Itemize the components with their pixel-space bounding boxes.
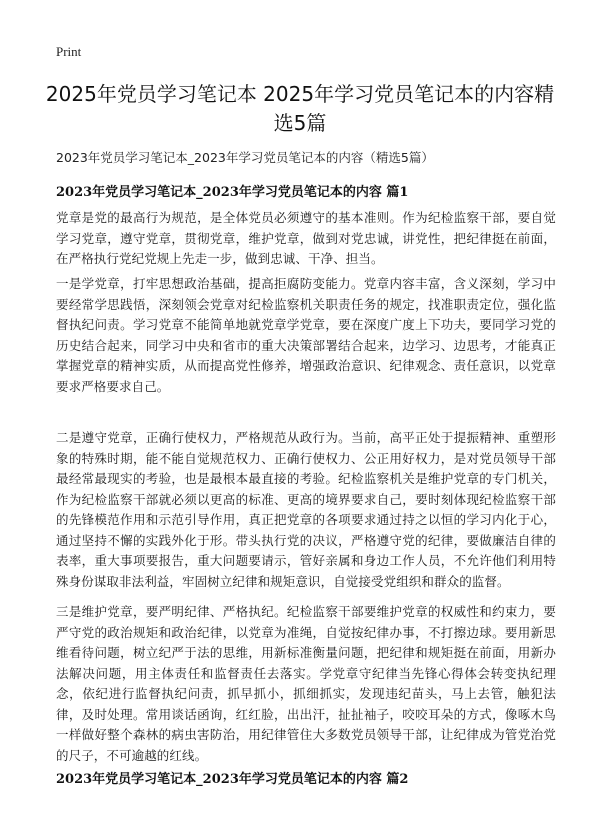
print-link[interactable]: Print bbox=[56, 44, 82, 59]
section-heading-2: 2023年党员学习笔记本_2023年学习党员笔记本的内容 篇2 bbox=[56, 772, 409, 787]
paragraph-4: 三是维护党章，要严明纪律、严格执纪。纪检监察干部要维护党章的权威性和约束力，要严守党的政治规矩和政治纪律，以党章为准绳，自觉按纪律办事，不打擦边球。要用新思维看待问题，树立纪严于法的思维，用新标准衡量问题，把纪律和规矩挺在前面，用新办法解决问题，用主体责任和监督责任去落实。学党章守纪律当先锋心得体会转变执纪理念，依纪进行监督执纪问责，抓早抓小，抓细抓实，发现违纪苗头，马上去管，触犯法律，及时处理。常用谈话函询，红红脸，出出汗，扯扯袖子，咬咬耳朵的方式，像啄木鸟一样做好整个森林的病虫害防治，用纪律管住大多数党员领导干部，让纪律成为管党治党的尺子，不可逾越的红线。 bbox=[56, 604, 556, 763]
document-subtitle: 2023年党员学习笔记本_2023年学习党员笔记本的内容（精选5篇） bbox=[56, 150, 434, 165]
paragraph-1: 党章是党的最高行为规范，是全体党员必须遵守的基本准则。作为纪检监察干部，要自觉学习党章，遵守党章，贯彻党章，维护党章，做到对党忠诚，讲党性，把纪律挺在前面，在严格执行党纪党规上先走一步，做到忠诚、干净、担当。 bbox=[56, 210, 556, 266]
page-title: 2025年党员学习笔记本 2025年学习党员笔记本的内容精选5篇 bbox=[45, 82, 555, 135]
paragraph-2: 一是学党章，打牢思想政治基础，提高拒腐防变能力。党章内容丰富，含义深刻，学习中要经常学思践悟，深刻领会党章对纪检监察机关职责任务的规定，找准职责定位，强化监督执纪问责。学习党章不能简单地就党章学党章，要在深度广度上下功夫，要同学习党的历史结合起来，同学习中央和省市的重大决策部署结合起来，边学习、边思考，才能真正掌握党章的精神实质，从而提高党性修养，增强政治意识、纪律观念、责任意识，以党章要求严格要求自己。 bbox=[56, 276, 556, 394]
paragraph-3: 二是遵守党章，正确行使权力，严格规范从政行为。当前，高平正处于提振精神、重塑形象的特殊时期，能不能自觉规范权力、正确行使权力、公正用好权力，是对党员领导干部最经常最现实的考验，也是最根本最直接的考验。纪检监察机关是维护党章的专门机关，作为纪检监察干部就必须以更高的标准、更高的境界要求自己，要时刻体现纪检监察干部的先锋模范作用和示范引导作用，真正把党章的各项要求通过持之以恒的学习内化于心，通过坚持不懈的实践外化于形。带头执行党的决议，严格遵守党的纪律，要做廉洁自律的表率，重大事项要报告，重大问题要请示，管好亲属和身边工作人员，不允许他们利用特殊身份谋取非法利益，牢固树立纪律和规矩意识，自觉接受党组织和群众的监督。 bbox=[56, 430, 556, 589]
section-heading-1: 2023年党员学习笔记本_2023年学习党员笔记本的内容 篇1 bbox=[56, 185, 409, 200]
